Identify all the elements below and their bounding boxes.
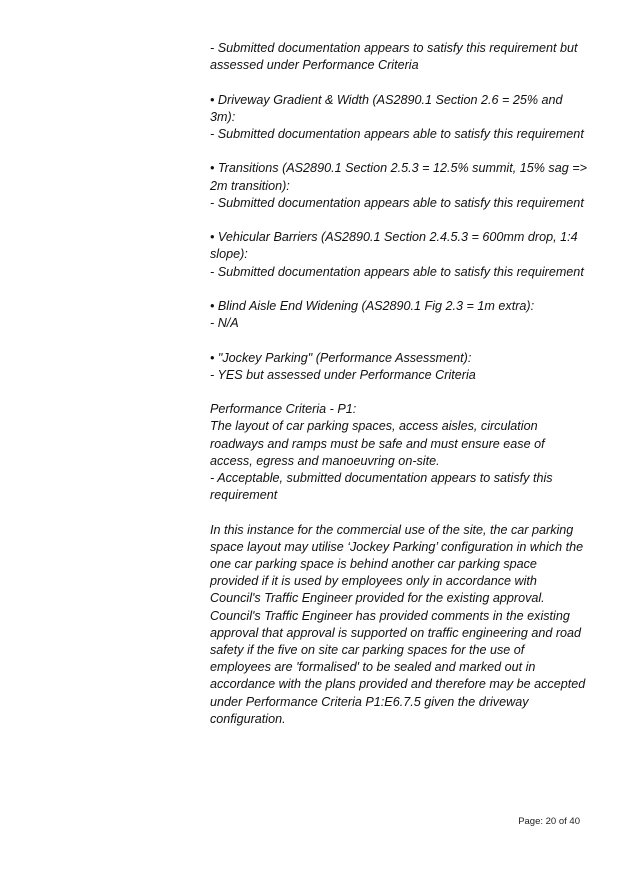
- paragraph-block: [210, 298, 588, 332]
- bullet-heading: • Driveway Gradient & Width (AS2890.1 Section 2.6 = 25% and 3m):: [210, 92, 563, 124]
- paragraph-block: [210, 92, 588, 144]
- text-line: The layout of car parking spaces, access aisles, circulation roadways and ramps must be safe and must ensure ease of access, egress and manoeuvring on-site.: [210, 419, 545, 468]
- text-line: - YES but assessed under Performance Criteria: [210, 367, 476, 382]
- paragraph-block: [210, 522, 588, 728]
- paragraph-block: [210, 40, 588, 74]
- bullet-heading: • "Jockey Parking" (Performance Assessment):: [210, 350, 472, 365]
- bullet-heading: • Transitions (AS2890.1 Section 2.5.3 = 12.5% summit, 15% sag => 2m transition):: [210, 161, 587, 193]
- text-line: - Submitted documentation appears able to satisfy this requirement: [210, 195, 584, 210]
- section-heading: Performance Criteria - P1:: [210, 402, 357, 417]
- text-line: - N/A: [210, 316, 239, 331]
- text-line: - Submitted documentation appears to satisfy this requirement but assessed under Performance Criteria: [210, 41, 578, 73]
- bullet-heading: • Vehicular Barriers (AS2890.1 Section 2.4.5.3 = 600mm drop, 1:4 slope):: [210, 230, 578, 262]
- paragraph-block: [210, 350, 588, 384]
- bullet-heading: • Blind Aisle End Widening (AS2890.1 Fig 2.3 = 1m extra):: [210, 298, 535, 313]
- paragraph-block: [210, 401, 588, 504]
- paragraph-block: [210, 160, 588, 212]
- text-line: In this instance for the commercial use of the site, the car parking space layout may utilise ‘Jockey Parking’ configuration in which the one car parking space is behind another car parking space provided if it is used by employees only in accordance with Council's Traffic Engineer provided for the existing approval. Council's Traffic Engineer has provided comments in the existing approval that approval is supported on traffic engineering and road safety if the five on site car parking spaces for the use of employees are 'formalised' to be sealed and marked out in accordance with the plans provided and therefore may be accepted under Performance Criteria P1:E6.7.5 given the driveway configuration.: [210, 522, 586, 726]
- text-line: - Submitted documentation appears able to satisfy this requirement: [210, 264, 584, 279]
- text-line: - Acceptable, submitted documentation appears to satisfy this requirement: [210, 470, 553, 503]
- text-line: - Submitted documentation appears able to satisfy this requirement: [210, 127, 584, 141]
- page-number: Page: 20 of 40: [518, 816, 580, 827]
- paragraph-block: [210, 229, 588, 281]
- document-body: [210, 40, 588, 745]
